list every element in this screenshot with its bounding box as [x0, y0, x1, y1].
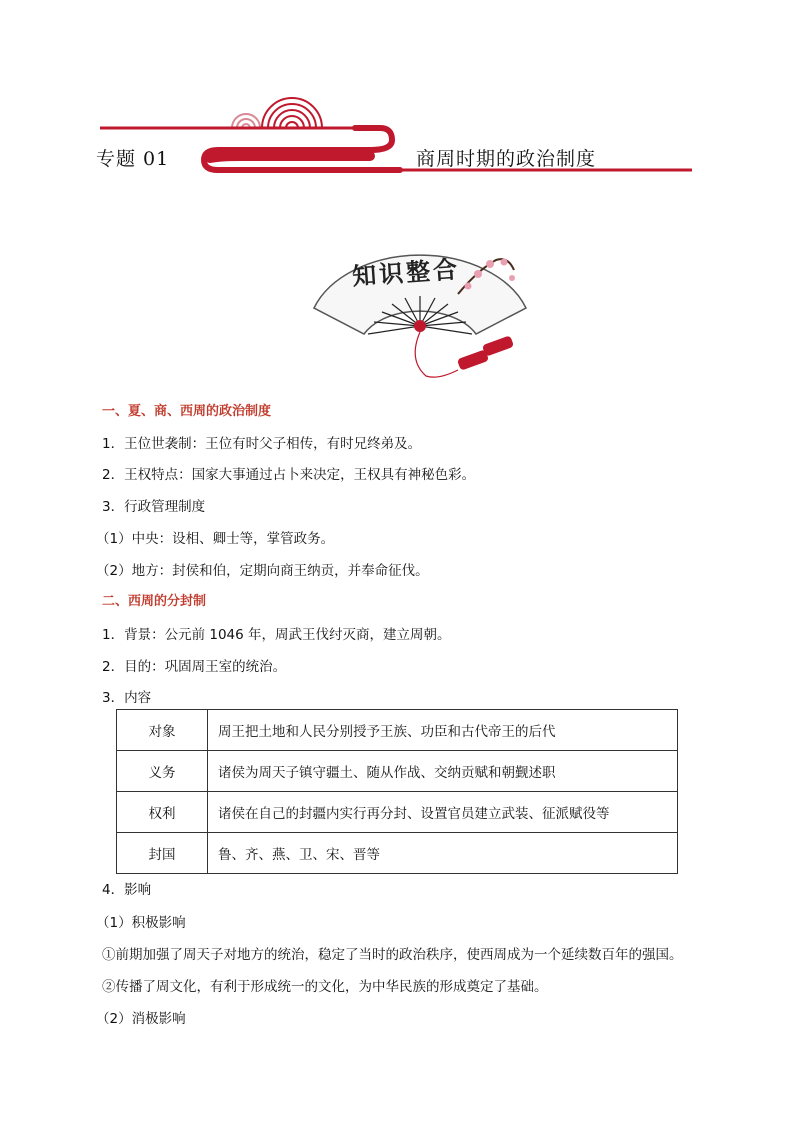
- section-heading: 一、夏、商、西周的政治制度: [102, 404, 272, 419]
- table-key: 义务: [117, 751, 208, 792]
- concentric-circles-icon: [232, 98, 322, 128]
- table-value: 诸侯为周天子镇守疆土、随从作战、交纳贡赋和朝觐述职: [208, 751, 678, 792]
- table-value: 诸侯在自己的封疆内实行再分封、设置官员建立武装、征派赋役等: [208, 792, 678, 833]
- table-key: 封国: [117, 833, 208, 874]
- table-value: 鲁、齐、燕、卫、宋、晋等: [208, 833, 678, 874]
- feudal-system-table: [116, 709, 678, 874]
- table-key: 权利: [117, 792, 208, 833]
- table-key: 对象: [117, 710, 208, 751]
- list-item: 1．王位世袭制：王位有时父子相传，有时兄终弟及。: [102, 436, 422, 452]
- list-item: 3．内容: [102, 690, 152, 706]
- topic-number: 专题 01: [96, 148, 170, 170]
- table-row: [117, 751, 678, 792]
- list-item: ②传播了周文化，有利于形成统一的文化，为中华民族的形成奠定了基础。: [102, 979, 548, 995]
- section-heading: 二、西周的分封制: [102, 594, 207, 609]
- list-item: （1）中央：设相、卿士等，掌管政务。: [96, 531, 335, 547]
- list-item: （2）地方：封侯和伯，定期向商王纳贡，并奉命征伐。: [96, 563, 429, 579]
- list-item: 3．行政管理制度: [102, 499, 206, 515]
- header-banner-art: [100, 92, 700, 182]
- list-item: 2．王权特点：国家大事通过占卜来决定，王权具有神秘色彩。: [102, 467, 476, 483]
- page-title: 商周时期的政治制度: [416, 148, 597, 170]
- table-value: 周王把土地和人民分别授予王族、功臣和古代帝王的后代: [208, 710, 678, 751]
- table-row: [117, 710, 678, 751]
- list-item: （1）积极影响: [96, 915, 186, 931]
- list-item: 4．影响: [102, 882, 152, 898]
- table-row: [117, 792, 678, 833]
- list-item: （2）消极影响: [96, 1011, 186, 1027]
- knowledge-banner-title: 知识整合: [351, 254, 462, 291]
- list-item: ①前期加强了周天子对地方的统治，稳定了当时的政治秩序，使西周成为一个延续数百年的强国。: [102, 947, 683, 963]
- list-item: 1．背景：公元前 1046 年，周武王伐纣灭商，建立周朝。: [102, 627, 451, 643]
- table-row: [117, 833, 678, 874]
- list-item: 2．目的：巩固周王室的统治。: [102, 659, 287, 675]
